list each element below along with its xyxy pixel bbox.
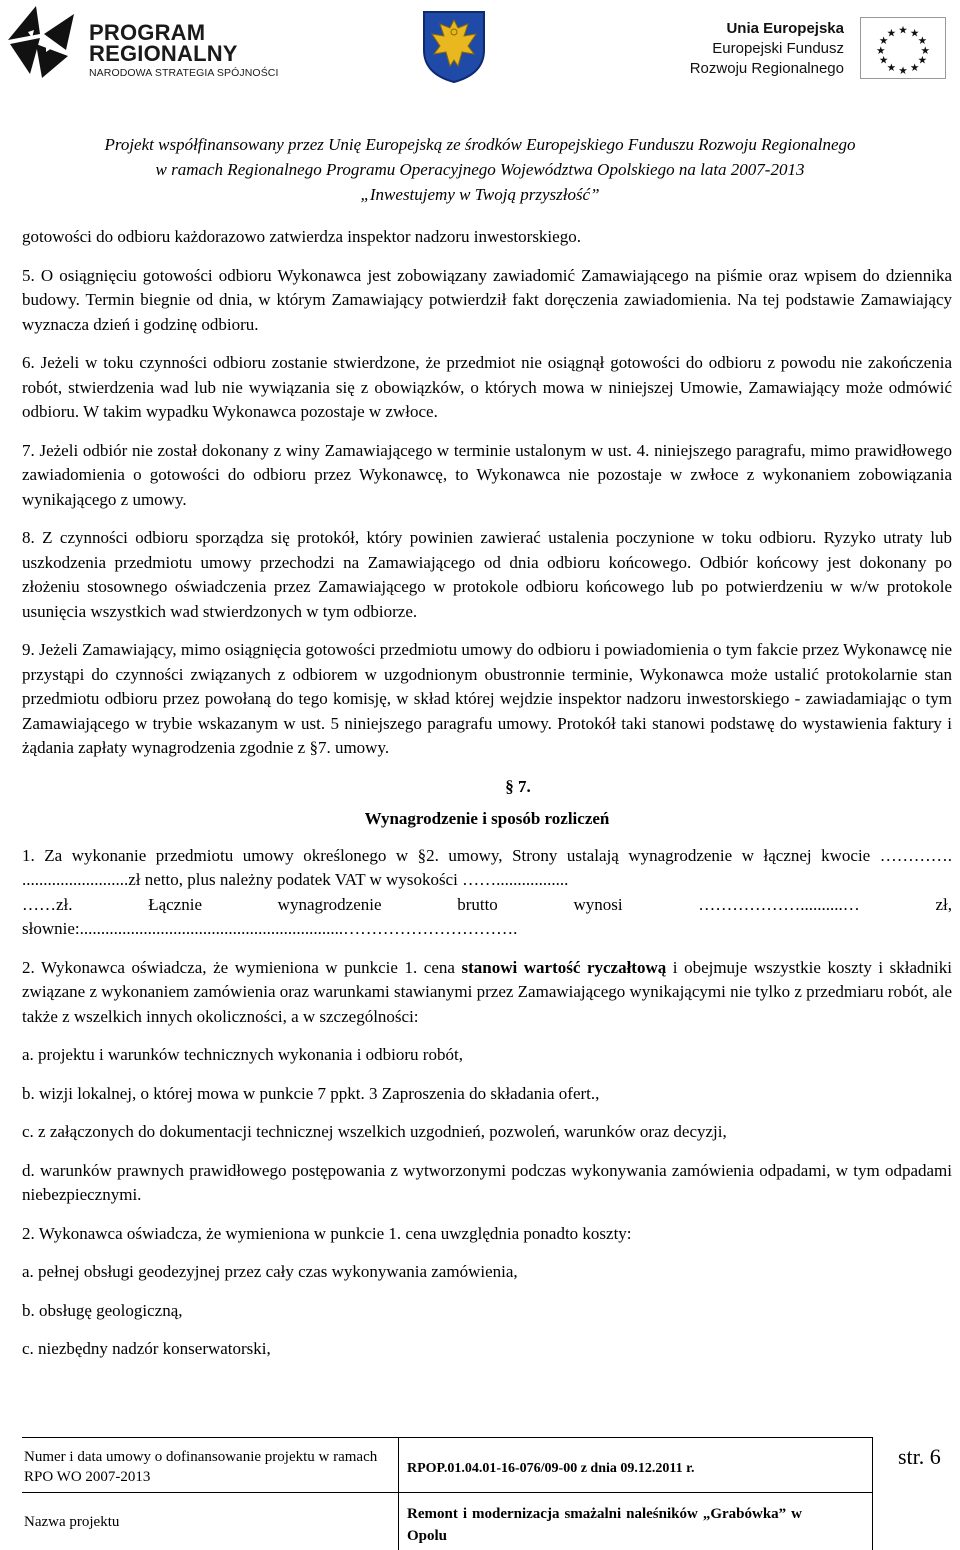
clause2-text-post: i obejmuje wszystkie koszty i składniki związane z wykonaniem zamówienia oraz warunkami stawianymi przez Zamawiającego wynikającymi nie tylko z przedmiaru robót, ale także z wszelkich innych okoliczności, a w szczególności: <box>22 957 952 1026</box>
svg-text:★: ★ <box>878 53 889 67</box>
cofinancing-notice <box>0 132 960 207</box>
gross-fragment-6: ………………..........… <box>698 894 860 914</box>
svg-text:★: ★ <box>917 34 928 48</box>
svg-text:★: ★ <box>875 43 886 57</box>
paragraph-7: 7. Jeżeli odbiór nie został dokonany z winy Zamawiającego w terminie ustalonym w ust. 4. niniejszego paragrafu, mimo prawidłowego zawiadomienia o gotowości do odbioru przez Wykonawcę, to Wykonawca nie pozostaje w zwłoce z wykonaniem zobowiązania wynikającego z umowy. <box>22 440 952 509</box>
page-number: str. 6 <box>898 1444 941 1469</box>
list-item-b: b. wizji lokalnej, o której mowa w punkcie 7 ppkt. 3 Zaproszenia do składania ofert., <box>22 1083 600 1103</box>
footer-top-rule <box>22 1437 872 1438</box>
program-regionalny-mark-icon <box>6 4 78 80</box>
gross-fragment-1: ……zł. <box>22 894 73 914</box>
footer-middle-rule <box>22 1492 872 1493</box>
clause2-text-bold: stanowi wartość ryczałtową <box>461 957 667 977</box>
section-title: Wynagrodzenie i sposób rozliczeń <box>364 809 610 828</box>
footer-divider <box>398 1437 399 1550</box>
svg-text:★: ★ <box>886 26 897 40</box>
program-logo-line3: NARODOWA STRATEGIA SPÓJNOŚCI <box>89 67 279 79</box>
eu-logo-line2: Europejski Fundusz <box>712 40 844 57</box>
clause1-amount-text: 1. Za wykonanie przedmiotu umowy określonego w §2. umowy, Strony ustalają wynagrodzenie w łącznej kwocie …………. .........................zł netto, plus należny podatek VAT w wysokości ……................. <box>22 845 952 889</box>
list-item-c: c. z załączonych do dokumentacji technicznej wszelkich uzgodnień, pozwoleń, warunków oraz decyzji, <box>22 1122 727 1141</box>
gross-fragment-4: brutto <box>457 894 498 914</box>
program-logo-line1: PROGRAM <box>89 20 206 45</box>
list-item-a: a. projektu i warunków technicznych wykonania i odbioru robót, <box>22 1045 463 1064</box>
footer-agreement-ref: RPOP.01.04.01-16-076/09-00 z dnia 09.12.2011 r. <box>407 1461 695 1476</box>
footer-label-number: Numer i data umowy o dofinansowanie projektu w ramach RPO WO 2007-2013 <box>24 1449 378 1485</box>
cofinancing-line3: „Inwestujemy w Twoją przyszłość” <box>360 185 600 204</box>
section-number: § 7. <box>505 776 531 796</box>
footer-project-name: Remont i modernizacja smażalni naleśników „Grabówka” w Opolu <box>407 1506 802 1544</box>
eu-logo-line3: Rozwoju Regionalnego <box>689 60 844 77</box>
paragraph-intro: gotowości do odbioru każdorazowo zatwierdza inspektor nadzoru inwestorskiego. <box>22 227 581 246</box>
remuneration-clause-2b: 2. Wykonawca oświadcza, że wymieniona w punkcie 1. cena uwzględnia ponadto koszty: <box>22 1223 632 1243</box>
footer-divider-right <box>872 1437 873 1550</box>
svg-text:★: ★ <box>878 34 889 48</box>
svg-text:★: ★ <box>917 53 928 67</box>
clause1-gross-line <box>22 893 952 918</box>
svg-text:★: ★ <box>898 23 908 37</box>
clause2-text-pre: 2. Wykonawca oświadcza, że wymieniona w punkcie 1. cena <box>22 957 462 977</box>
remuneration-clause-1 <box>22 844 952 942</box>
svg-text:★: ★ <box>898 64 908 78</box>
footer-label-name: Nazwa projektu <box>24 1514 120 1530</box>
program-regionalny-logo <box>6 4 306 84</box>
paragraph-6: 6. Jeżeli w toku czynności odbioru zostanie stwierdzone, że przedmiot nie osiągnął gotowości do odbioru z powodu nie zakończenia robót, stwierdzenia wad lub nie wywiązania się z obowiązków, o których mowa w niniejszej Umowie, Zamawiający może odmówić odbioru. W takim wypadku Wykonawca pozostaje w zwłoce. <box>22 353 952 421</box>
eu-flag-icon <box>860 17 946 79</box>
list2-item-b: b. obsługę geologiczną, <box>22 1300 183 1320</box>
cofinancing-line2: w ramach Regionalnego Programu Operacyjnego Województwa Opolskiego na lata 2007-2013 <box>155 160 805 179</box>
gross-fragment-3: wynagrodzenie <box>277 894 382 914</box>
list2-item-a: a. pełnej obsługi geodezyjnej przez cały czas wykonywania zamówienia, <box>22 1262 518 1281</box>
svg-text:★: ★ <box>909 26 920 40</box>
gross-fragment-2: Łącznie <box>148 894 202 914</box>
cofinancing-line1: Projekt współfinansowany przez Unię Europejską ze środków Europejskiego Funduszu Rozwoju Regionalnego <box>104 135 856 154</box>
gross-fragment-7: zł, <box>935 894 952 914</box>
document-body <box>22 225 952 1376</box>
gross-fragment-5: wynosi <box>573 894 623 914</box>
paragraph-5: 5. O osiągnięciu gotowości odbioru Wykonawca jest zobowiązany zawiadomić Zamawiającego na piśmie oraz wpisem do dziennika budowy. Termin biegnie od dnia, w którym Zamawiający potwierdził fakt doręczenia zawiadomienia. Na tej podstawie Zamawiający wyznacza dzień i godzinę odbioru. <box>22 265 952 334</box>
list-item-d: d. warunków prawnych prawidłowego postępowania z wytworzonymi podczas wykonywania zamówienia odpadami, w tym odpadami niebezpiecznymi. <box>22 1160 952 1204</box>
list2-item-c: c. niezbędny nadzór konserwatorski, <box>22 1339 271 1358</box>
paragraph-8: 8. Z czynności odbioru sporządza się protokół, który powinien zawierać ustalenia poczynione w toku odbioru. Ryzyko utraty lub uszkodzenia przedmiotu umowy przechodzi na Zamawiającego od dnia odbioru końcowego. Odbiór końcowy jest dokonany po złożeniu stosownego oświadczenia przez Zamawiającego w protokole odbioru końcowego lub po potwierdzeniu w w/w protokole usunięcia wszystkich wad stwierdzonych w tym odbiorze. <box>22 528 952 621</box>
remuneration-clause-2 <box>22 956 952 1030</box>
section-heading <box>22 775 952 832</box>
svg-text:★: ★ <box>920 43 931 57</box>
opole-eagle-crest-icon <box>422 10 486 84</box>
eu-logo <box>662 19 952 79</box>
svg-text:★: ★ <box>886 61 897 75</box>
clause1-in-words: słownie:..............................................................…………………………. <box>22 919 518 938</box>
program-logo-line2: REGIONALNY <box>89 41 238 66</box>
eu-logo-line1: Unia Europejska <box>726 20 844 37</box>
paragraph-9: 9. Jeżeli Zamawiający, mimo osiągnięcia gotowości przedmiotu umowy do odbioru i powiadomienia o tym fakcie przez Wykonawcę nie przystąpi do czynności związanych z odbiorem w uzgodnionym obustronnie terminie, Wykonawca może ustalić protokolarnie stan przedmiotu odbioru przez powołaną do tego komisję, w skład której wejdzie inspektor nadzoru inwestorskiego - zawiadamiając o tym Zamawiającego w trybie wskazanym w ust. 5 niniejszego paragrafu umowy. Protokół taki stanowi podstawę do wystawienia faktury i żądania zapłaty wynagrodzenia zgodnie z §7. umowy. <box>22 640 952 757</box>
svg-text:★: ★ <box>909 61 920 75</box>
